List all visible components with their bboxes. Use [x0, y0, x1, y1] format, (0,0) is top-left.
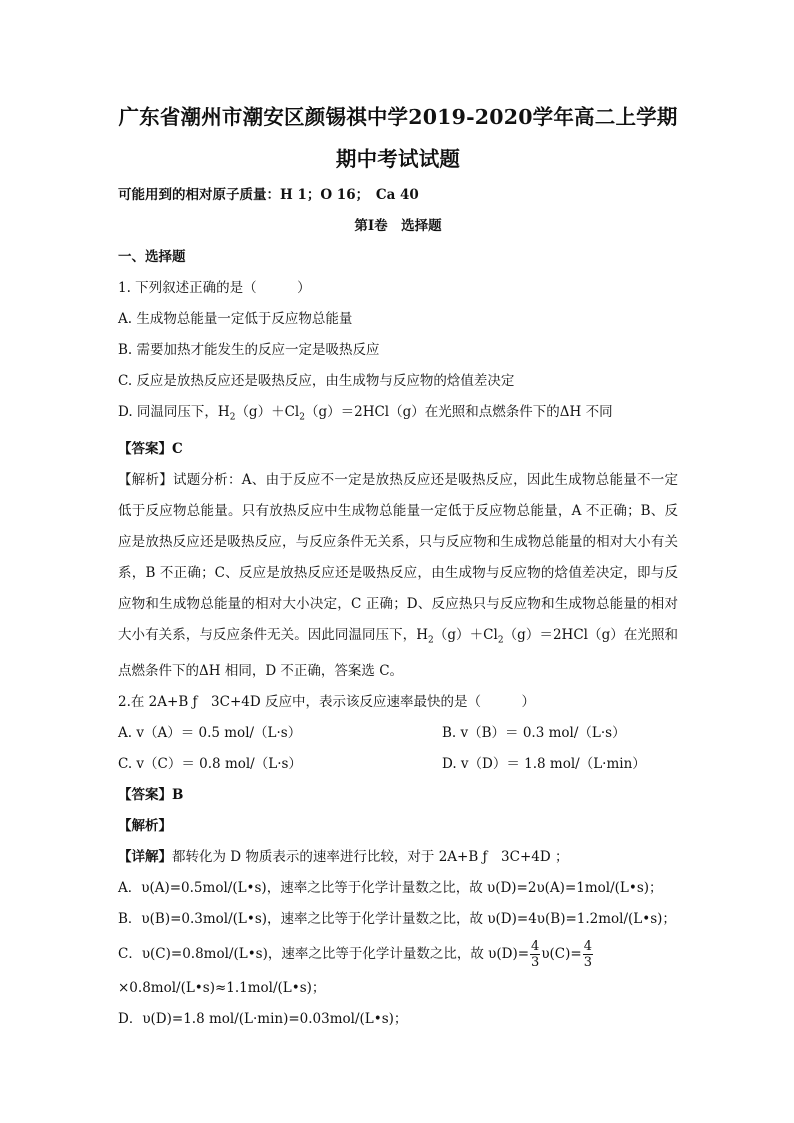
document-title-line1: 广东省潮州市潮安区颜锡祺中学2019-2020学年高二上学期 — [118, 105, 678, 129]
question-2-options-row-2 — [118, 749, 678, 780]
question-2-stem: 2.在 2A+B ƒ 3C+4D 反应中，表示该反应速率最快的是（ ） — [118, 694, 535, 711]
subscript-2: 2 — [428, 635, 434, 646]
option-d-text-1: D. 同温同压下，H — [118, 404, 230, 420]
analysis-text-1: 【解析】试题分析：A、由于反应不一定是放热反应还是吸热反应，因此生成物总能量不一定低于反应物总能量。只有放热反应中生成物总能量一定低于反应物总能量，A 不正确；B、反应是放热反应还是吸热反应，与反应条件无关系，只与反应物和生成物总能量的相对大小有关系，B 不正确；C、反应是放热反应还是吸热反应，由生成物与反应物的焓值差决定，即与反应物和生成物总能量的相对大小决定，C 正确；D、反应热只与反应物和生成物总能量的相对大小有关系，与反应条件无关。因此同温同压下，H — [118, 471, 678, 643]
question-1-option-b: B. 需要加热才能发生的反应一定是吸热反应 — [118, 342, 380, 358]
fraction-denominator: 3 — [531, 955, 540, 971]
question-2-step-c-continued: ×0.8mol/(L•s)≈1.1mol/(L•s)； — [118, 980, 326, 997]
section-heading: 一、选择题 — [118, 249, 186, 265]
option-d-text-2: （g）＋Cl — [235, 404, 300, 420]
question-1-option-c: C. 反应是放热反应还是吸热反应，由生成物与反应物的焓值差决定 — [118, 373, 515, 389]
question-1-option-d — [118, 397, 678, 434]
analysis-text-2: （g）＋Cl — [433, 626, 498, 643]
question-1-option-a: A. 生成物总能量一定低于反应物总能量 — [118, 311, 353, 327]
question-2-step-d: D．υ(D)=1.8 mol/(L·min)=0.03mol/(L•s)； — [118, 1011, 408, 1028]
question-2-step-b: B．υ(B)=0.3mol/(L•s)，速率之比等于化学计量数之比，故 υ(D)=4υ(B)=1.2mol/(L•s)； — [118, 911, 676, 928]
question-2-option-b: B. v（B）＝ 0.3 mol/（L·s） — [442, 725, 626, 742]
question-1-answer: 【答案】C — [118, 440, 183, 457]
question-2-options-row-1 — [118, 718, 678, 749]
subscript-2: 2 — [229, 412, 236, 423]
fraction-numerator: 4 — [531, 939, 540, 955]
fraction-four-thirds — [530, 939, 540, 970]
step-c-text-1: C．υ(C)=0.8mol/(L•s)，速率之比等于化学计量数之比，故 υ(D)= — [118, 946, 530, 963]
fraction-denominator: 3 — [583, 955, 592, 971]
question-2-step-c — [118, 935, 678, 973]
question-2-analysis-heading: 【解析】 — [118, 818, 172, 835]
question-1-stem: 1. 下列叙述正确的是（ ） — [118, 280, 311, 296]
question-2-detail — [118, 842, 678, 873]
fraction-numerator: 4 — [583, 939, 592, 955]
detail-text: 都转化为 D 物质表示的速率进行比较，对于 2A+B ƒ 3C+4D ； — [172, 849, 569, 866]
document-title-line2: 期中考试试题 — [335, 147, 461, 171]
subscript-2: 2 — [299, 412, 305, 423]
volume-heading: 第Ⅰ卷 选择题 — [354, 218, 442, 234]
option-d-text-3: （g）＝2HCl（g）在光照和点燃条件下的ΔH 不同 — [304, 404, 613, 420]
question-2-option-c: C. v（C）＝ 0.8 mol/（L·s） — [118, 756, 302, 773]
question-2-option-d: D. v（D）＝ 1.8 mol/（L·min） — [442, 756, 646, 773]
question-1-analysis — [118, 465, 678, 688]
document-page — [118, 96, 678, 1035]
subscript-2: 2 — [497, 635, 504, 646]
detail-label: 【详解】 — [118, 849, 172, 866]
question-2-option-a: A. v（A）＝ 0.5 mol/（L·s） — [118, 725, 302, 742]
analysis-text-3: （g）＝2HCl（g）在光照和点燃条件下的ΔH 相同，D 不正确，答案选 C。 — [118, 626, 679, 680]
question-2-answer: 【答案】B — [118, 787, 184, 804]
step-c-text-2: υ(C)= — [541, 946, 582, 963]
question-2-step-a: A．υ(A)=0.5mol/(L•s)，速率之比等于化学计量数之比，故 υ(D)=2υ(A)=1mol/(L•s)； — [118, 880, 663, 897]
atomic-masses-note: 可能用到的相对原子质量：H 1；O 16； Ca 40 — [118, 187, 419, 203]
fraction-four-thirds — [583, 939, 593, 970]
